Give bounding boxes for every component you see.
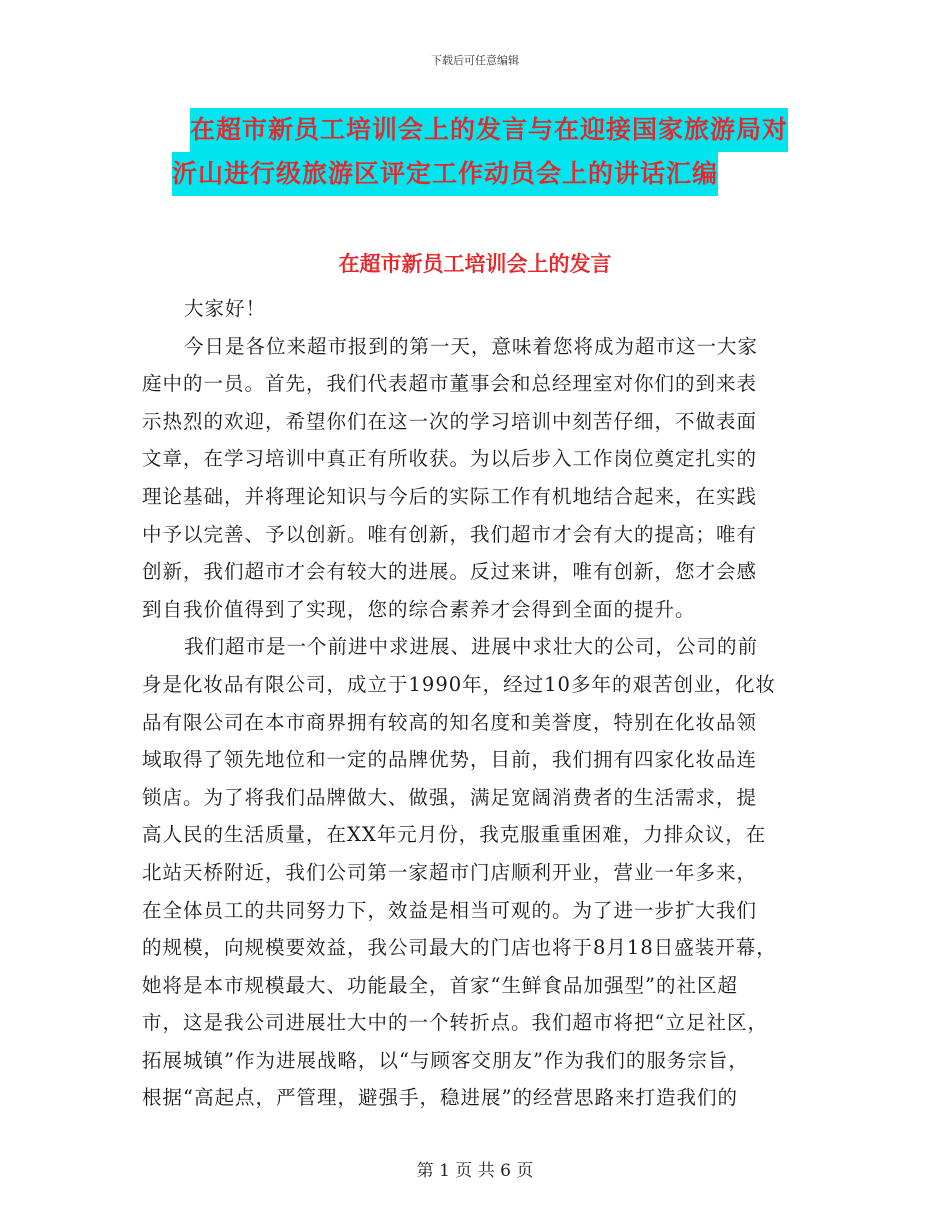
body-line: 根据“高起点，严管理，避强手，稳进展”的经营思路来打造我们的 (142, 1086, 738, 1110)
header-note: 下载后可任意编辑 (431, 54, 519, 67)
body-line: 我们超市是一个前进中求进展、进展中求壮大的公司，公司的前 (184, 635, 759, 659)
body-line: 在全体员工的共同努力下，效益是相当可观的。为了进一步扩大我们 (142, 898, 758, 922)
body-line: 创新，我们超市才会有较大的进展。反过来讲，唯有创新，您才会感 (142, 560, 758, 584)
body-line: 北站天桥附近，我们公司第一家超市门店顺利开业，营业一年多来， (142, 860, 758, 884)
body-line: 拓展城镇”作为进展战略，以“与顾客交朋友”作为我们的服务宗旨， (142, 1048, 749, 1072)
body-line: 文章，在学习培训中真正有所收获。为以后步入工作岗位奠定扎实的 (142, 447, 758, 471)
body-line: 大家好！ (184, 297, 267, 320)
body-line: 的规模，向规模要效益，我公司最大的门店也将于8月18日盛装开幕， (142, 936, 777, 960)
body-line: 高人民的生活质量，在XX年元月份，我克服重重困难，力排众议，在 (142, 823, 767, 847)
body-line: 市，这是我公司进展壮大中的一个转折点。我们超市将把“立足社区， (142, 1011, 768, 1035)
page-footer: 第 1 页 共 6 页 (416, 1161, 534, 1181)
body-text (142, 290, 802, 1117)
document-title-line-2: 沂山进行级旅游区评定工作动员会上的讲话汇编 (172, 152, 718, 196)
body-line: 锁店。为了将我们品牌做大、做强，满足宽阔消费者的生活需求，提 (142, 785, 758, 809)
body-line: 庭中的一员。首先，我们代表超市董事会和总经理室对你们的到来表 (142, 372, 758, 396)
body-line: 示热烈的欢迎，希望你们在这一次的学习培训中刻苦仔细，不做表面 (142, 409, 758, 433)
body-line: 品有限公司在本市商界拥有较高的知名度和美誉度，特别在化妆品领 (142, 710, 758, 734)
document-title-line-1: 在超市新员工培训会上的发言与在迎接国家旅游局对 (190, 108, 788, 152)
section-title: 在超市新员工培训会上的发言 (338, 252, 612, 276)
body-line: 身是化妆品有限公司，成立于1990年，经过10多年的艰苦创业，化妆 (142, 672, 776, 696)
body-line: 理论基础，并将理论知识与今后的实际工作有机地结合起来，在实践 (142, 484, 758, 508)
body-line: 中予以完善、予以创新。唯有创新，我们超市才会有大的提高；唯有 (142, 522, 758, 546)
body-line: 今日是各位来超市报到的第一天，意味着您将成为超市这一大家 (184, 334, 759, 358)
body-line: 域取得了领先地位和一定的品牌优势，目前，我们拥有四家化妆品连 (142, 748, 758, 772)
body-line: 到自我价值得到了实现，您的综合素养才会得到全面的提升。 (142, 597, 696, 621)
body-line: 她将是本市规模最大、功能最全，首家“生鲜食品加强型”的社区超 (142, 973, 738, 997)
